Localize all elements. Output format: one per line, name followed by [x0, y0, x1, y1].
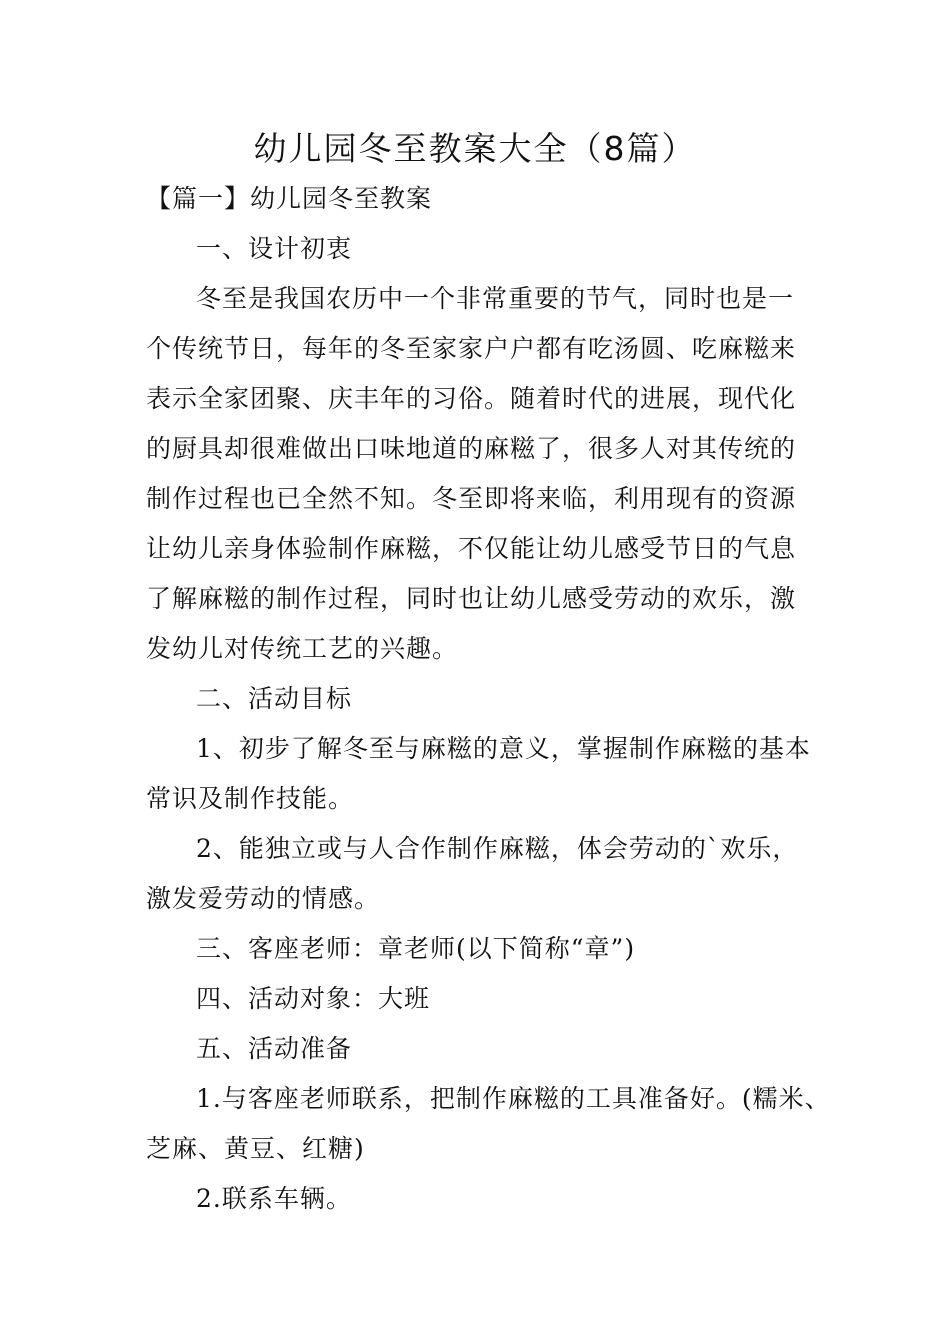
- paragraph-design-intent: [146, 274, 826, 674]
- paragraph-line: 个传统节日，每年的冬至家家户户都有吃汤圆、吃麻糍来: [146, 334, 797, 363]
- prep-item-1: [146, 1074, 831, 1174]
- paragraph-line: 表示全家团聚、庆丰年的习俗。随着时代的进展，现代化: [146, 384, 797, 413]
- prep-item-2: 2.联系车辆。: [196, 1184, 352, 1213]
- paragraph-line: 制作过程也已全然不知。冬至即将来临，利用现有的资源: [146, 484, 797, 513]
- heading-activity-goals: 二、活动目标: [196, 684, 353, 713]
- paragraph-line: 了解麻糍的制作过程，同时也让幼儿感受劳动的欢乐，激: [146, 584, 797, 613]
- heading-design-intent: 一、设计初衷: [196, 234, 353, 263]
- goal-line: 1、初步了解冬至与麻糍的意义，掌握制作麻糍的基本: [196, 734, 811, 763]
- prep-line: 1.与客座老师联系，把制作麻糍的工具准备好。(糯米、: [196, 1084, 831, 1113]
- goal-line: 2、能独立或与人合作制作麻糍，体会劳动的`欢乐，: [196, 834, 799, 863]
- paragraph-line: 让幼儿亲身体验制作麻糍，不仅能让幼儿感受节日的气息: [146, 534, 797, 563]
- heading-guest-teacher: 三、客座老师：章老师(以下简称“章”): [196, 934, 636, 963]
- goal-line: 激发爱劳动的情感。: [146, 884, 381, 913]
- heading-activity-target: 四、活动对象：大班: [196, 984, 431, 1013]
- paragraph-line: 冬至是我国农历中一个非常重要的节气，同时也是一: [196, 284, 795, 313]
- heading-activity-prep: 五、活动准备: [196, 1034, 353, 1063]
- section-heading: 【篇一】幼儿园冬至教案: [146, 184, 433, 213]
- goal-line: 常识及制作技能。: [146, 784, 355, 813]
- prep-line: 芝麻、黄豆、红糖): [146, 1134, 365, 1163]
- goal-item-1: [146, 724, 826, 824]
- document-body: [146, 174, 831, 1224]
- paragraph-line: 发幼儿对传统工艺的兴趣。: [146, 634, 459, 663]
- paragraph-line: 的厨具却很难做出口味地道的麻糍了，很多人对其传统的: [146, 434, 797, 463]
- document-title: 幼儿园冬至教案大全（8篇）: [253, 129, 697, 168]
- goal-item-2: [146, 824, 826, 924]
